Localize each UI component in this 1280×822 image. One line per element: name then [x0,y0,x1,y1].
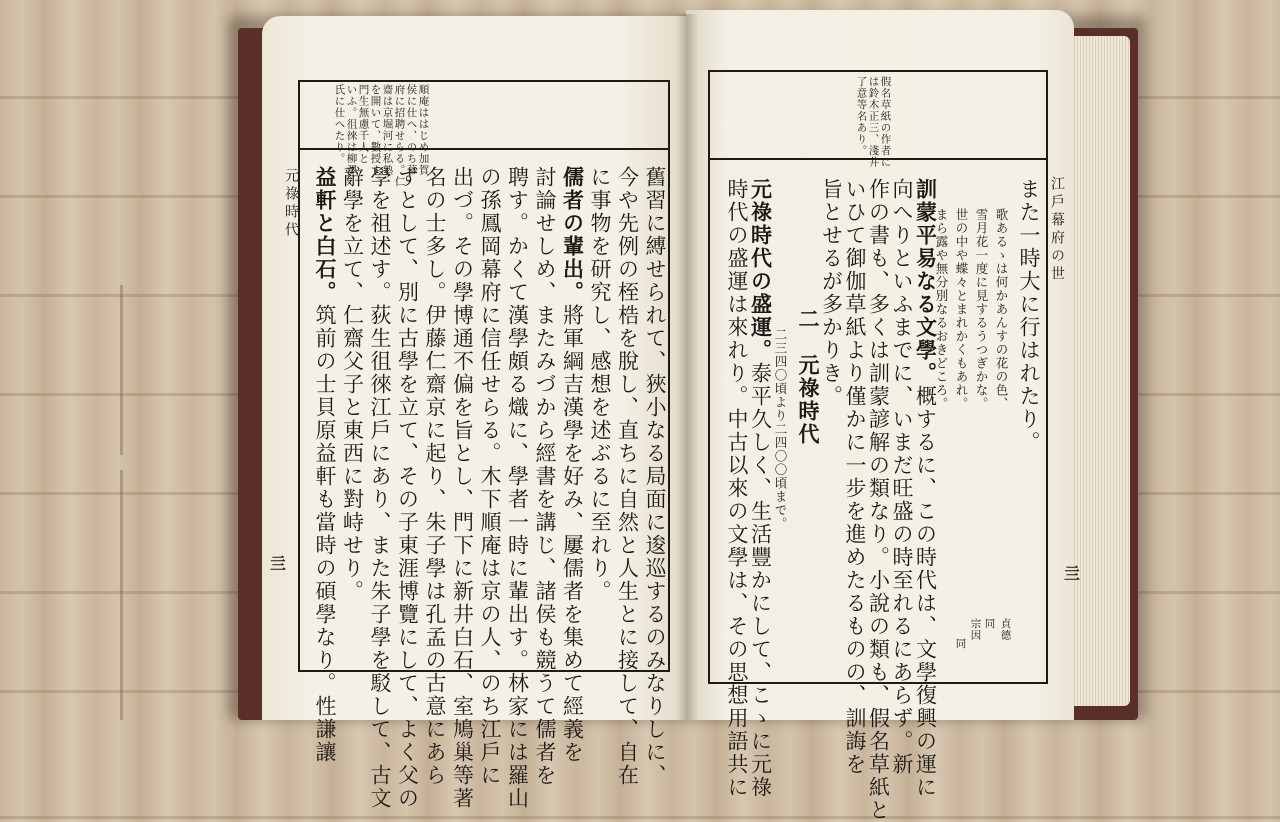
body-text-run: 學を祖述す。荻生徂徠江戶にあり、また朱子學を駁して、古文 [368,166,392,810]
left-folio: 亖 [270,554,287,573]
right-page-column [891,178,912,776]
floor-board-seam [120,470,123,720]
section-heading: 儒者の輩出。 [560,166,585,304]
body-text-run: 世の中や蝶々とまれかくもあれ。 [954,208,969,411]
marginal-note-line: 齋は京堀河に私塾 [381,84,394,176]
left-page-column [507,166,528,810]
right-folio: 亖 [1064,564,1081,583]
marginal-note-line: 門生無慮千人と [357,84,370,165]
body-text-run: 辭學を立て、仁齋父子と東西に對峙せり。 [340,166,365,603]
right-page-column [844,178,865,776]
body-text-run: 舊習に縛せられて、狹小なる局面に逡巡するのみなりしに、 [643,166,667,787]
marginal-note-line: 侯に仕へ、のち幕 [405,84,418,176]
marginal-note-line: 假名草紙の作者に [879,76,892,168]
marginal-note-line: いふ。徂徠は柳澤 [345,84,358,176]
marginal-note-line: は鈴木正三、淺井 [867,76,880,168]
right-page-column [1018,178,1039,454]
body-text-run: ずとして、別に古學を立て、その子東涯博覽にして、よく父の [395,166,420,810]
left-running-head: 元祿時代 [283,168,299,240]
right-page-column [726,178,747,799]
marginal-note-line: を開いて、數授す。 [369,84,382,188]
body-text-run: 泰平久しく、生活豐かにして、こゝに元祿 [748,362,773,799]
body-text-run: 歌あるゝは何かあんすの花の色、 [994,208,1009,411]
poet-attribution: 貞德 [999,618,1012,641]
right-page-column [774,328,787,531]
right-page-column [995,208,1008,411]
body-text-run: 向へりといふまでに、いまだ旺盛の時至れるにあらず。新 [890,178,914,776]
body-text-run: 作の書も、多くは訓蒙諺解の類なり。小說の類も、假名草紙と [866,178,891,822]
body-text-run: いひて御伽草紙より僅かに一步を進めたるものの、訓誨を [843,178,867,776]
poet-attribution: 同 [954,638,967,650]
body-text-run: の孫鳳岡幕府に信任せらる。木下順庵は京の人、のち江戶に [478,166,502,787]
right-running-head: 江戶幕府の世 [1049,176,1065,284]
left-page-column [452,166,473,810]
right-page-column [821,178,842,408]
book-gutter [676,14,698,720]
body-text-run: まら露や無分別なるおきどころ。 [934,208,949,411]
left-page-column [589,166,610,603]
body-text-run: 將軍綱吉漢學を好み、屢儒者を集めて經義を [560,304,585,764]
poet-attribution: 同 [983,618,996,630]
body-text-run: 旨とせるが多かりき。 [819,178,844,408]
marginal-note-line: 順庵ははじめ加賀 [417,84,430,176]
body-text-run: 討論せしめ、またみづから經書を講じ、諸侯も競うて儒者を [533,166,557,787]
left-page-column [369,166,390,810]
marginal-note-line: 了意等名あり。 [855,76,868,157]
floor-board-seam [120,285,123,455]
body-text-run: また一時大に行はれたり。 [1017,178,1041,454]
left-page-column [534,166,555,787]
right-page-column [975,208,988,411]
body-text-run: 雪月花一度に見するうつぎかな。 [974,208,989,411]
right-page-column [915,178,936,799]
left-page-column [617,166,638,787]
body-text-run: 筑前の士貝原益軒も當時の碩學なり。性謙讓 [313,304,337,764]
section-heading: 元祿時代の盛運。 [748,178,773,362]
marginal-note-line: 氏に仕へたり。 [333,84,346,165]
left-page-column [342,166,363,603]
left-page-column [562,166,583,764]
right-page-column [750,178,771,799]
marginal-note-line: 府に招聘せらる。仁 [393,84,406,188]
body-text-run: 概するに、この時代は、文學復興の運に [913,385,938,799]
section-heading: 二 元祿時代 [796,308,820,446]
section-heading: 訓蒙平易なる文學。 [913,178,938,385]
body-text-run: 名の士多し。伊藤仁齋京に起り、朱子學は孔孟の古意にあら [423,166,447,787]
body-text-run: 今や先例の桎梏を脫し、直ちに自然と人生とに接して、自在 [615,166,640,787]
right-page-column [868,178,889,822]
body-text-run: 二三四〇頃より二四〇〇頃まで。 [773,328,788,531]
left-page-column [424,166,445,787]
right-page-column [797,308,818,446]
poet-attribution: 宗因 [969,618,982,641]
left-page-column [314,166,335,764]
left-page-column [479,166,500,787]
body-text-run: 時代の盛運は來れり。中古以來の文學は、その思想用語共に [725,178,749,799]
section-heading: 益軒と白石。 [313,166,337,304]
body-text-run: 聘す。かくて漢學頗る熾に、學者一時に輩出す。林家には羅山 [505,166,530,810]
right-page-column [955,208,968,411]
left-page-column [644,166,665,787]
left-page-column [397,166,418,810]
body-text-run: 出づ。その學博通不偏を旨とし、門下に新井白石、室鳩巢等著 [450,166,475,810]
body-text-run: に事物を研究し、感想を述ぶるに至れり。 [588,166,612,603]
